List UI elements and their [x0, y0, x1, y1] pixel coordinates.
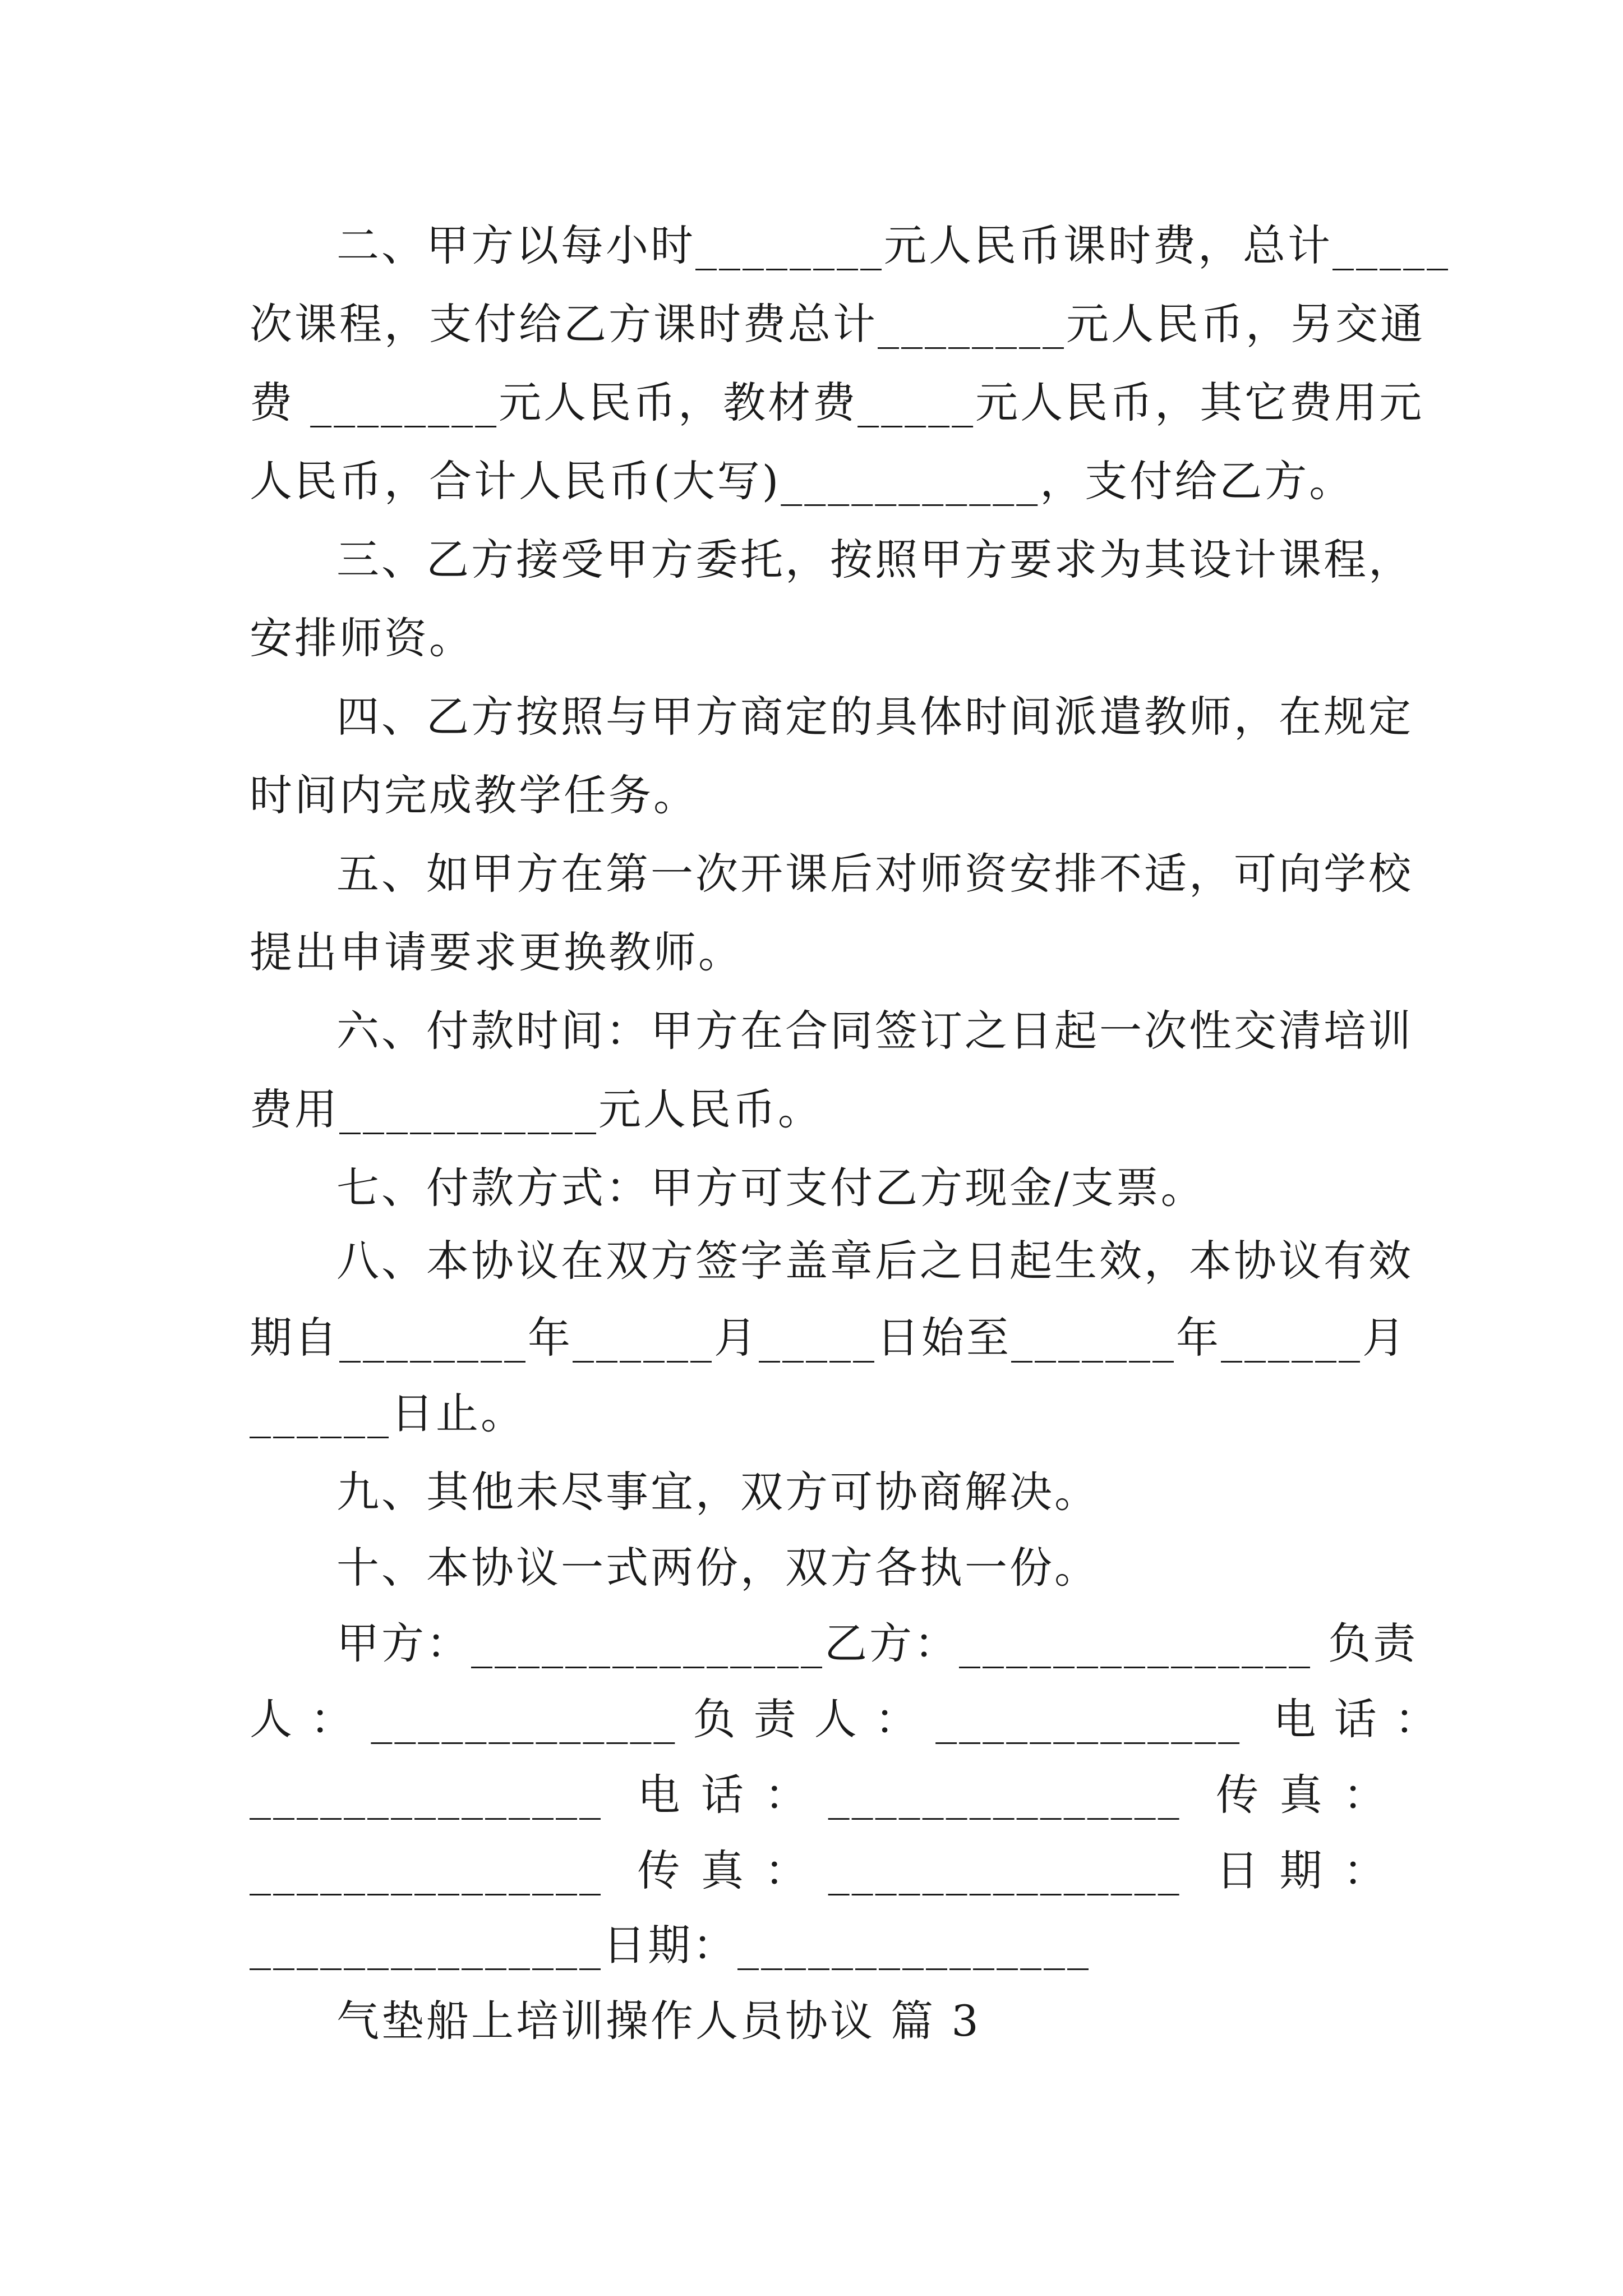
section-heading: 气垫船上培训操作人员协议 篇 3	[336, 1996, 981, 2046]
paragraph-3-line-2: 安排师资。	[250, 613, 474, 663]
paragraph-5-line-1: 五、如甲方在第一次开课后对师资安排不适，可向学校	[336, 849, 1413, 899]
paragraph-2-line-3: 费 ________元人民币，教材费_____元人民币，其它费用元	[250, 378, 1424, 427]
paragraph-7-line-1: 七、付款方式：甲方可支付乙方现金/支票。	[336, 1163, 1206, 1213]
paragraph-5-line-2: 提出申请要求更换教师。	[250, 927, 743, 977]
paragraph-9-line-1: 九、其他未尽事宜，双方可协商解决。	[336, 1467, 1099, 1517]
paragraph-8-line-3: ______日止。	[250, 1388, 525, 1438]
paragraph-8-line-1: 八、本协议在双方签字盖章后之日起生效，本协议有效	[336, 1236, 1413, 1286]
signature-line-5: _______________日期：_______________	[250, 1920, 1091, 1970]
paragraph-10-line-1: 十、本协议一式两份，双方各执一份。	[336, 1543, 1099, 1593]
signature-line-2: 人 ： _____________ 负 责 人 ： _____________ 电 话 ：	[250, 1694, 1440, 1744]
paragraph-3-line-1: 三、乙方接受甲方委托，按照甲方要求为其设计课程，	[336, 535, 1413, 585]
paragraph-2-line-4: 人民币，合计人民币(大写)___________，支付给乙方。	[250, 456, 1354, 506]
signature-line-1: 甲方：_______________乙方：_______________ 负责	[336, 1618, 1418, 1668]
paragraph-4-line-1: 四、乙方按照与甲方商定的具体时间派遣教师，在规定	[336, 692, 1413, 742]
paragraph-4-line-2: 时间内完成教学任务。	[250, 770, 698, 820]
paragraph-2-line-2: 次课程，支付给乙方课时费总计________元人民币，另交通	[250, 299, 1425, 349]
paragraph-6-line-1: 六、付款时间：甲方在合同签订之日起一次性交清培训	[336, 1006, 1413, 1056]
paragraph-6-line-2: 费用___________元人民币。	[250, 1084, 823, 1134]
paragraph-8-line-2: 期自________年______月_____日始至_______年______月	[250, 1313, 1407, 1363]
signature-line-4: _______________ 传 真 ： _______________ 日 期 ：	[250, 1846, 1388, 1895]
paragraph-2-line-1: 二、甲方以每小时________元人民币课时费，总计_____	[336, 220, 1450, 270]
signature-line-3: _______________ 电 话 ： _______________ 传 真 ：	[250, 1770, 1388, 1820]
